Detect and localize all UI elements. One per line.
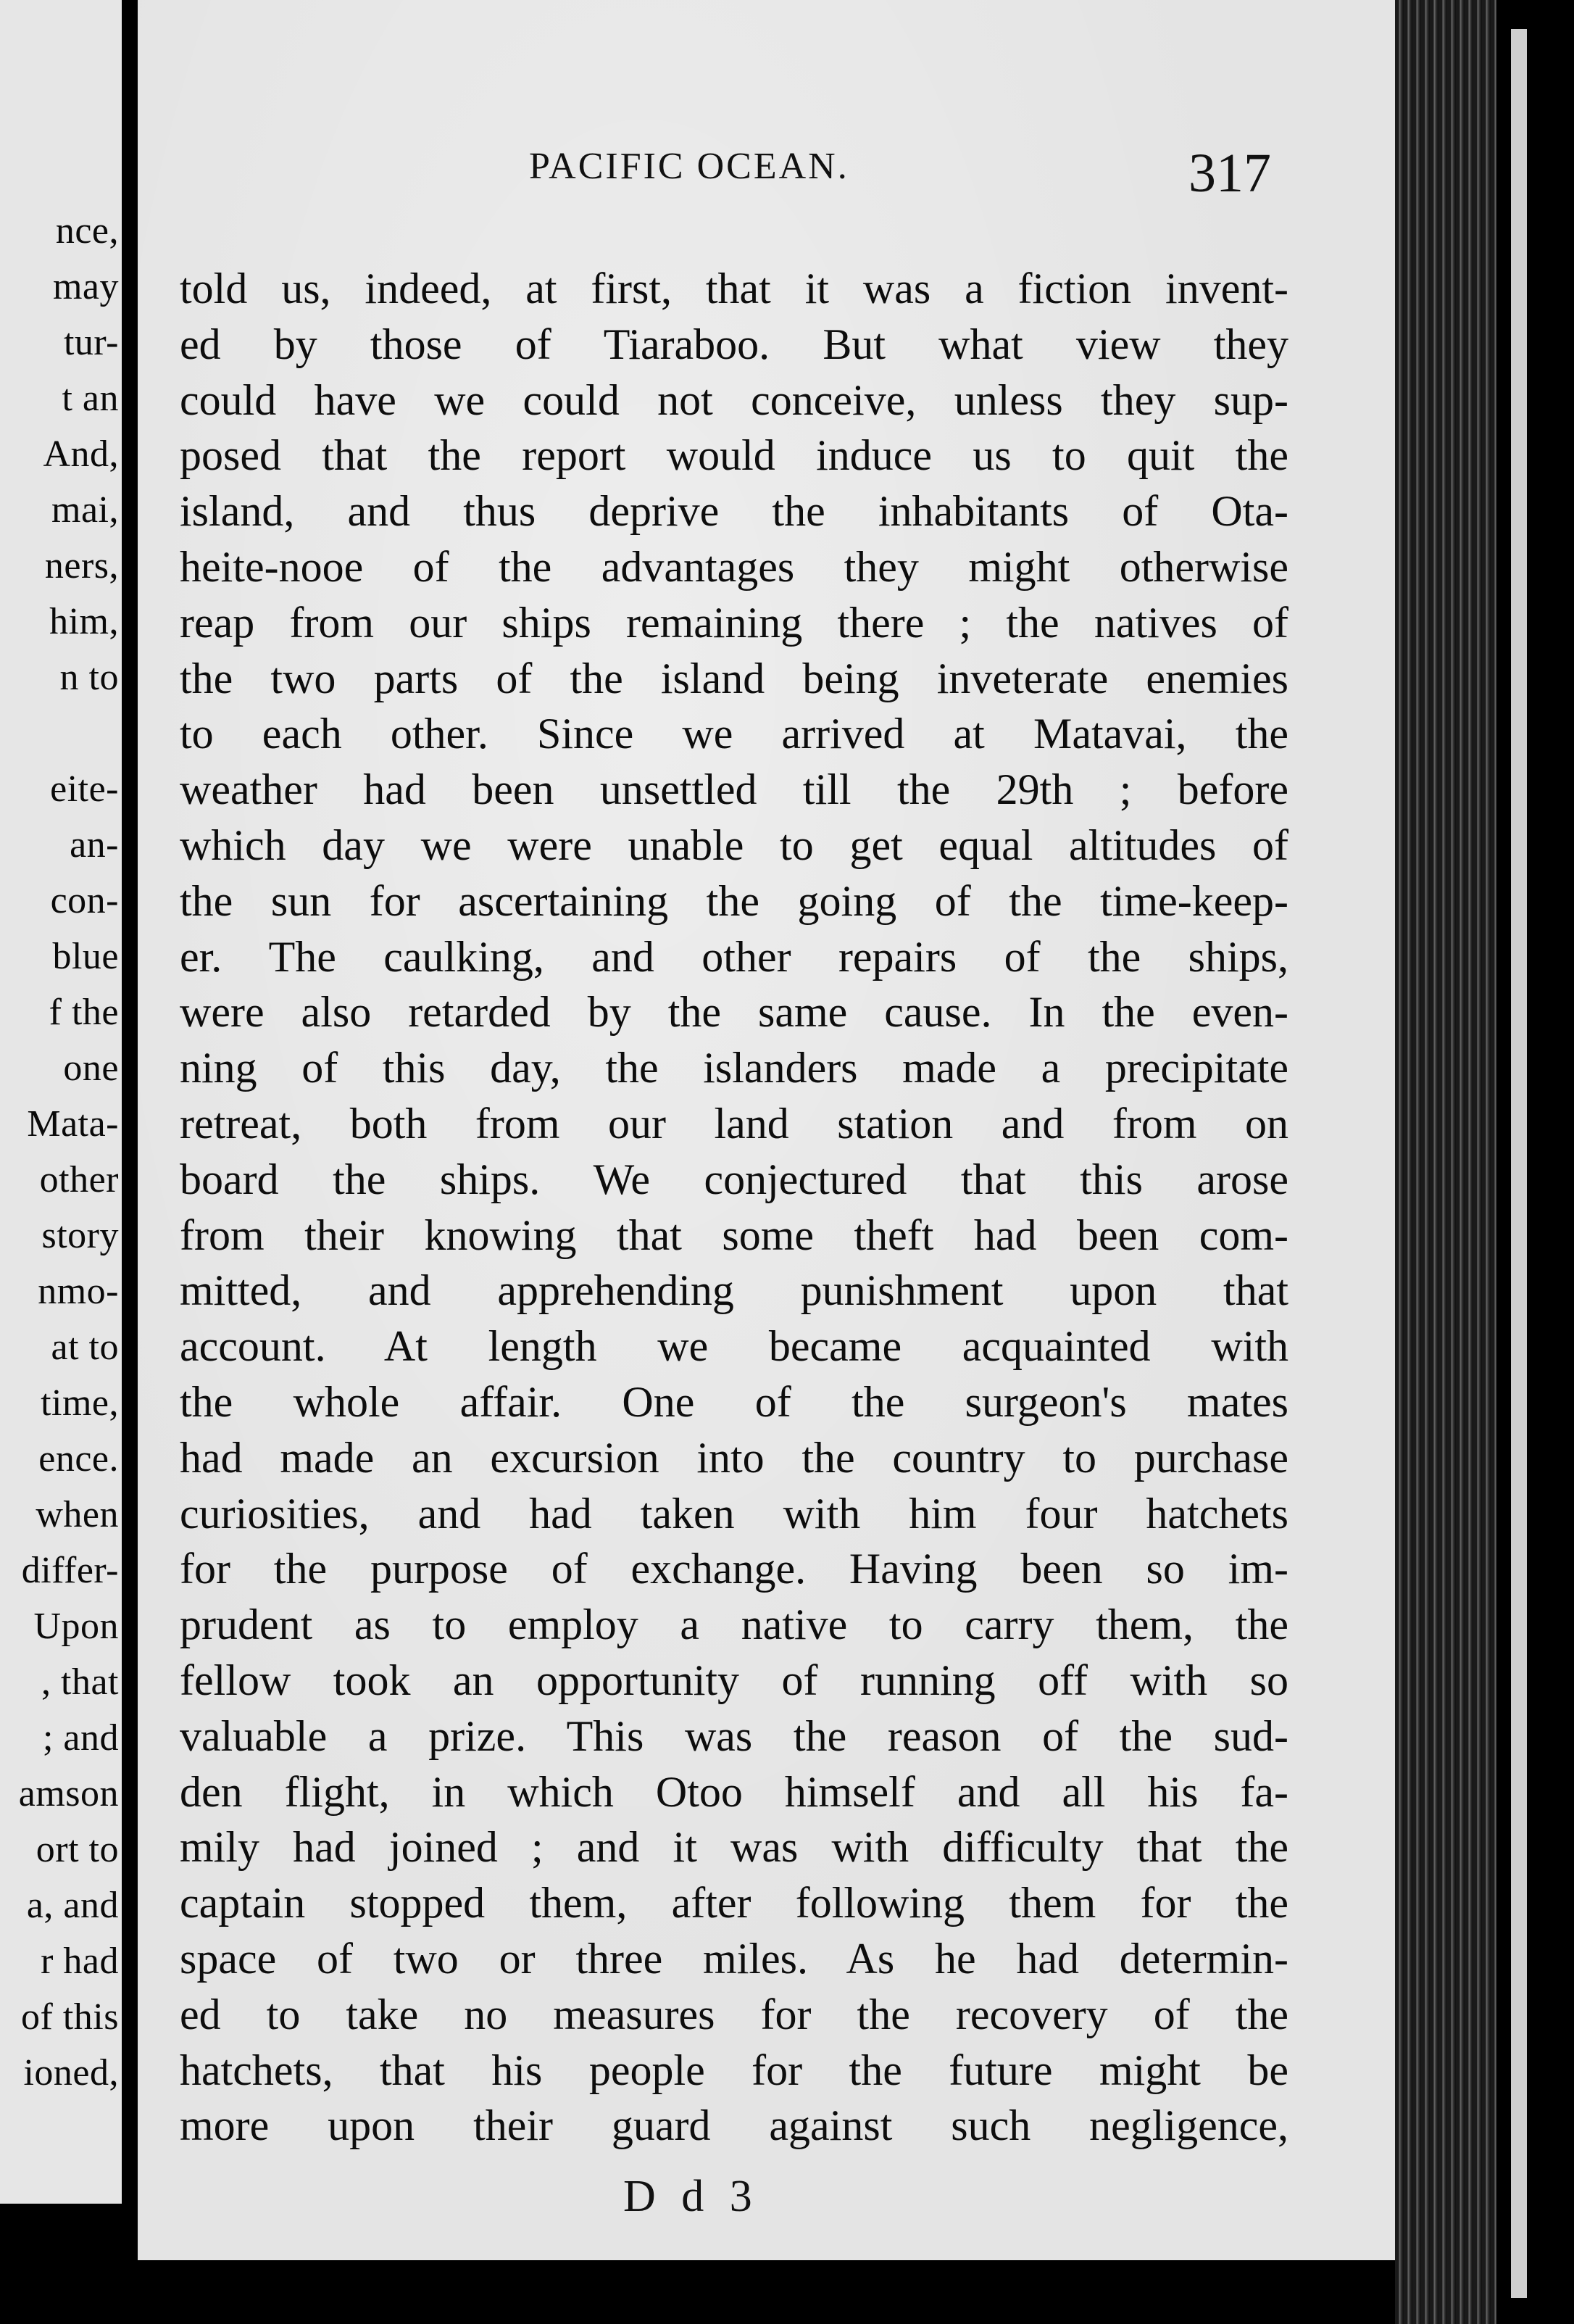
left-page-text-fragment: Upon: [33, 1606, 119, 1647]
text-line: retreat, both from our land station and from on: [180, 1099, 1288, 1148]
running-head: PACIFIC OCEAN.: [529, 146, 849, 187]
text-line: den flight, in which Otoo himself and all his fa-: [180, 1767, 1288, 1816]
text-line: account. At length we became acquainted with: [180, 1322, 1288, 1371]
left-page-text-fragment: ; and: [42, 1717, 119, 1759]
text-line: were also retarded by the same cause. In the even-: [180, 988, 1288, 1037]
left-page-text-fragment: ence.: [38, 1438, 119, 1480]
text-line: weather had been unsettled till the 29th ; before: [180, 765, 1288, 814]
text-line: heite-nooe of the advantages they might otherwise: [180, 542, 1288, 591]
left-page-text-fragment: con-: [50, 880, 119, 921]
left-page-text-fragment: nce,: [55, 210, 119, 252]
text-line: mily had joined ; and it was with difficulty that the: [180, 1823, 1288, 1872]
left-page-text-fragment: n to: [59, 657, 119, 698]
left-page-text-fragment: him,: [49, 601, 119, 642]
left-page-text-fragment: time,: [41, 1382, 119, 1424]
left-page-text-fragment: may: [52, 266, 119, 307]
text-line: had made an excursion into the country to purchase: [180, 1433, 1288, 1482]
left-page-text-fragment: differ-: [21, 1550, 119, 1591]
book-edge: [1395, 0, 1496, 2324]
text-line: more upon their guard against such negligence,: [180, 2101, 1288, 2150]
left-page-text-fragment: blue: [52, 936, 119, 977]
text-line: curiosities, and had taken with him four hatchets: [180, 1489, 1288, 1537]
text-line: mitted, and apprehending punishment upon that: [180, 1266, 1288, 1315]
left-page-text-fragment: ort to: [36, 1829, 119, 1870]
left-page-text-fragment: ioned,: [23, 2052, 119, 2093]
text-line: for the purpose of exchange. Having been so im-: [180, 1545, 1288, 1593]
text-line: ed by those of Tiaraboo. But what view they: [180, 320, 1288, 368]
signature-mark: D d 3: [623, 2172, 759, 2221]
text-line: ed to take no measures for the recovery of the: [180, 1990, 1288, 2038]
left-page-text-fragment: t an: [62, 378, 119, 419]
left-page-text-fragment: nmo-: [38, 1271, 119, 1312]
text-line: from their knowing that some theft had been com-: [180, 1211, 1288, 1259]
page-edge-highlight: [1511, 29, 1527, 2298]
text-line: captain stopped them, after following them for the: [180, 1879, 1288, 1927]
body-text: [180, 261, 1288, 2154]
left-page-text-fragment: And,: [43, 433, 119, 475]
left-page-text-fragment: mai,: [51, 489, 119, 531]
left-page-text-fragment: Mata-: [27, 1103, 119, 1145]
left-page-text-fragment: one: [63, 1047, 119, 1089]
text-line: valuable a prize. This was the reason of the sud-: [180, 1711, 1288, 1760]
left-page-fragment: [0, 0, 122, 2204]
text-line: reap from our ships remaining there ; the natives of: [180, 598, 1288, 647]
left-page-text-fragment: of this: [21, 1996, 119, 2038]
text-line: prudent as to employ a native to carry them, the: [180, 1601, 1288, 1649]
text-line: ning of this day, the islanders made a precipitate: [180, 1044, 1288, 1092]
text-line: island, and thus deprive the inhabitants of Ota-: [180, 487, 1288, 536]
text-line: hatchets, that his people for the future might be: [180, 2046, 1288, 2094]
left-page-text-fragment: when: [36, 1494, 119, 1535]
left-page-text-fragment: ners,: [44, 545, 119, 586]
text-line: board the ships. We conjectured that this arose: [180, 1155, 1288, 1203]
text-line: could have we could not conceive, unless they sup-: [180, 375, 1288, 424]
left-page-text-fragment: story: [41, 1215, 119, 1256]
left-page-text-fragment: r had: [41, 1941, 119, 1982]
left-page-text-fragment: tur-: [63, 322, 119, 363]
left-page-text-fragment: amson: [18, 1773, 119, 1814]
text-line: told us, indeed, at first, that it was a fiction invent-: [180, 265, 1288, 312]
left-page-text-fragment: a, and: [26, 1885, 119, 1926]
left-page-text-fragment: f the: [49, 992, 119, 1033]
text-line: the two parts of the island being inveterate enemies: [180, 654, 1288, 702]
text-line: space of two or three miles. As he had determin-: [180, 1934, 1288, 1983]
text-line: fellow took an opportunity of running off with so: [180, 1656, 1288, 1704]
left-page-text-fragment: an-: [70, 824, 119, 866]
text-line: the sun for ascertaining the going of the time-keep-: [180, 876, 1288, 925]
page-number: 317: [1188, 143, 1271, 204]
main-page: [138, 0, 1404, 2260]
left-page-text-fragment: eite-: [50, 768, 119, 810]
text-line: the whole affair. One of the surgeon's mates: [180, 1377, 1288, 1426]
text-line: posed that the report would induce us to quit the: [180, 431, 1288, 480]
text-line: to each other. Since we arrived at Matavai, the: [180, 710, 1288, 758]
left-page-text-fragment: other: [39, 1159, 119, 1200]
text-line: which day we were unable to get equal altitudes of: [180, 821, 1288, 869]
text-line: er. The caulking, and other repairs of the ships,: [180, 932, 1288, 981]
left-page-text-fragment: , that: [41, 1661, 119, 1703]
left-page-text-fragment: at to: [51, 1327, 119, 1368]
